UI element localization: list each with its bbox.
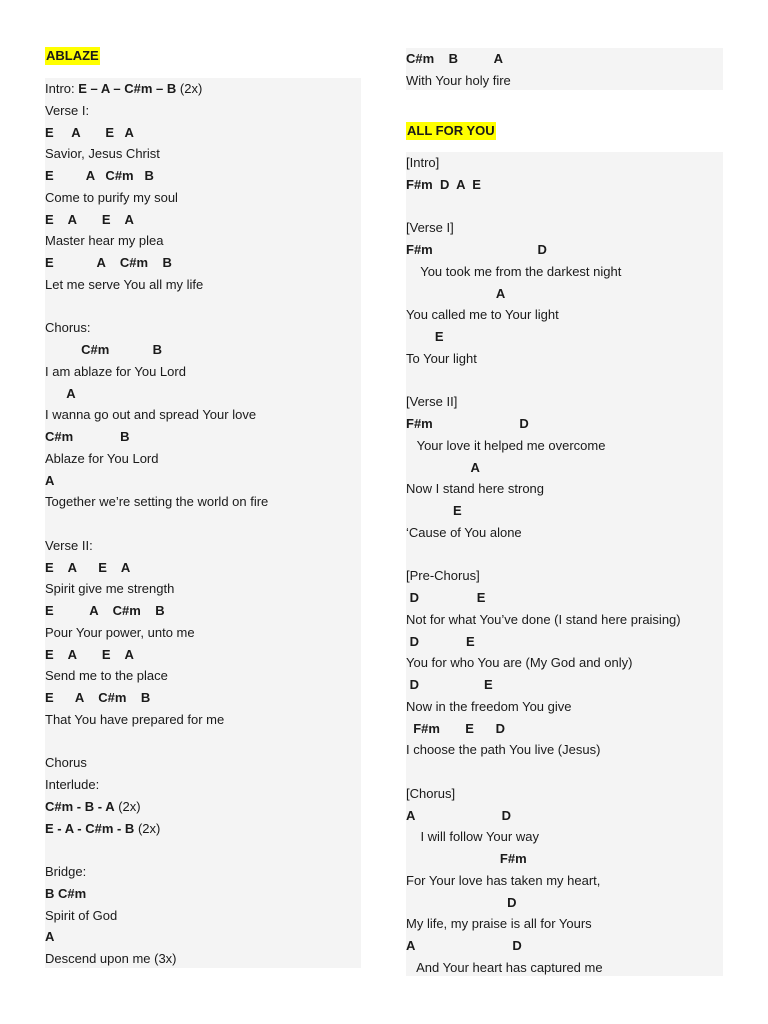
- blank-line: [406, 196, 723, 218]
- lyric-line: Spirit of God: [45, 907, 118, 923]
- lyric-line: Now I stand here strong: [406, 481, 545, 497]
- chord-line: D E: [406, 677, 493, 692]
- blank-line: [45, 839, 361, 861]
- lyric-line: For Your love has taken my heart,: [406, 872, 601, 888]
- blank-line: [406, 761, 723, 783]
- lyric-line: Now in the freedom You give: [406, 698, 572, 714]
- chord-line: C#m B: [45, 342, 163, 357]
- blank-line: [45, 513, 361, 535]
- lyric-line: [Pre-Chorus]: [406, 568, 480, 584]
- lyric-line: Verse I:: [45, 102, 90, 118]
- ablaze-continuation-lines: [406, 48, 723, 92]
- interlude-line-1: C#m - B - A (2x): [45, 798, 141, 814]
- chord-line: D: [406, 894, 517, 910]
- lyric-line: Savior, Jesus Christ: [45, 146, 160, 162]
- chord-line: A: [406, 285, 506, 301]
- chord-line: D E: [406, 633, 475, 649]
- lyric-line: [Verse I]: [406, 220, 454, 236]
- lyric-line: [Verse II]: [406, 394, 458, 410]
- lyric-line: Descend upon me (3x): [45, 951, 177, 966]
- lyric-line: Chorus: [45, 755, 87, 771]
- lyric-line: I choose the path You live (Jesus): [406, 742, 601, 758]
- ablaze-continuation-block: [406, 48, 723, 90]
- lyric-line: ‘Cause of You alone: [406, 524, 522, 540]
- lyric-line: You for who You are (My God and only): [406, 655, 633, 671]
- lyric-line: I wanna go out and spread Your love: [45, 407, 257, 423]
- chord-line: F#m: [406, 851, 527, 866]
- chord-line: C#m B A: [406, 51, 504, 66]
- chord-line: E A E A: [45, 211, 134, 227]
- ablaze-lyrics-block: [45, 78, 361, 968]
- interlude-line-2: E - A - C#m - B (2x): [45, 820, 161, 836]
- lyric-line: Verse II:: [45, 537, 93, 553]
- song-title-all-for-you: ALL FOR YOU: [407, 123, 495, 138]
- chord-line: A: [406, 459, 480, 475]
- chord-line: C#m B: [45, 429, 130, 444]
- blank-line: [406, 370, 723, 392]
- chord-line: F#m D: [406, 416, 529, 431]
- lyric-line: Chorus:: [45, 320, 91, 336]
- all-for-you-lines: [406, 152, 723, 979]
- chord-line: F#m D A E: [406, 176, 481, 192]
- chord-line: A: [45, 929, 55, 945]
- chord-line: B C#m: [45, 885, 87, 901]
- chord-line: D E: [406, 590, 486, 605]
- lyric-line: Pour Your power, unto me: [45, 624, 195, 640]
- bridge-lines: [45, 839, 361, 970]
- chord-line: E A C#m B: [45, 690, 151, 705]
- song-title-ablaze: ABLAZE: [46, 48, 99, 63]
- lyric-line: Send me to the place: [45, 668, 168, 684]
- lyric-line: With Your holy fire: [406, 72, 511, 88]
- chord-line: A: [45, 385, 76, 401]
- chord-line: E A E A: [45, 646, 134, 662]
- ablaze-lines: [45, 100, 361, 796]
- chord-line: A D: [406, 938, 522, 953]
- lyric-line: [Intro]: [406, 155, 440, 170]
- lyric-line: And Your heart has captured me: [406, 959, 603, 975]
- chord-line: E A C#m B: [45, 603, 165, 618]
- lyric-line: [Chorus]: [406, 785, 456, 801]
- intro-line: Intro: E – A – C#m – B (2x): [45, 81, 203, 96]
- lyric-line: Ablaze for You Lord: [45, 450, 159, 466]
- lyric-line: Let me serve You all my life: [45, 276, 204, 292]
- chord-line: E A C#m B: [45, 255, 172, 270]
- lyric-line: Bridge:: [45, 864, 87, 879]
- lyric-line: You took me from the darkest night: [406, 263, 622, 279]
- blank-line: [45, 731, 361, 753]
- chord-line: E A E A: [45, 559, 131, 575]
- lyric-line: I will follow Your way: [406, 829, 539, 845]
- chord-line: A D: [406, 807, 511, 823]
- chord-line: E: [406, 329, 444, 344]
- chord-line: E: [406, 503, 462, 518]
- chord-line: F#m D: [406, 242, 547, 257]
- lyric-line: Not for what You’ve done (I stand here praising): [406, 611, 681, 627]
- lyric-line: To Your light: [406, 350, 477, 366]
- lyric-line: Come to purify my soul: [45, 189, 178, 205]
- lyric-line: My life, my praise is all for Yours: [406, 916, 592, 932]
- chord-line: F#m E D: [406, 720, 505, 736]
- blank-line: [406, 544, 723, 566]
- lyric-line: I am ablaze for You Lord: [45, 363, 186, 379]
- blank-line: [45, 296, 361, 318]
- lyric-line: That You have prepared for me: [45, 711, 225, 727]
- all-for-you-lyrics-block: [406, 152, 723, 976]
- lyric-line: Together we’re setting the world on fire: [45, 494, 269, 510]
- chord-line: E A E A: [45, 124, 134, 140]
- intro-chords: E – A – C#m – B: [78, 81, 177, 96]
- lyric-line: Master hear my plea: [45, 233, 164, 249]
- chord-line: A: [45, 472, 55, 488]
- chord-line: E A C#m B: [45, 168, 154, 183]
- lyric-line: Spirit give me strength: [45, 581, 175, 597]
- lyric-line: You called me to Your light: [406, 307, 559, 323]
- lyric-line: Interlude:: [45, 777, 100, 792]
- lyric-line: Your love it helped me overcome: [406, 437, 606, 453]
